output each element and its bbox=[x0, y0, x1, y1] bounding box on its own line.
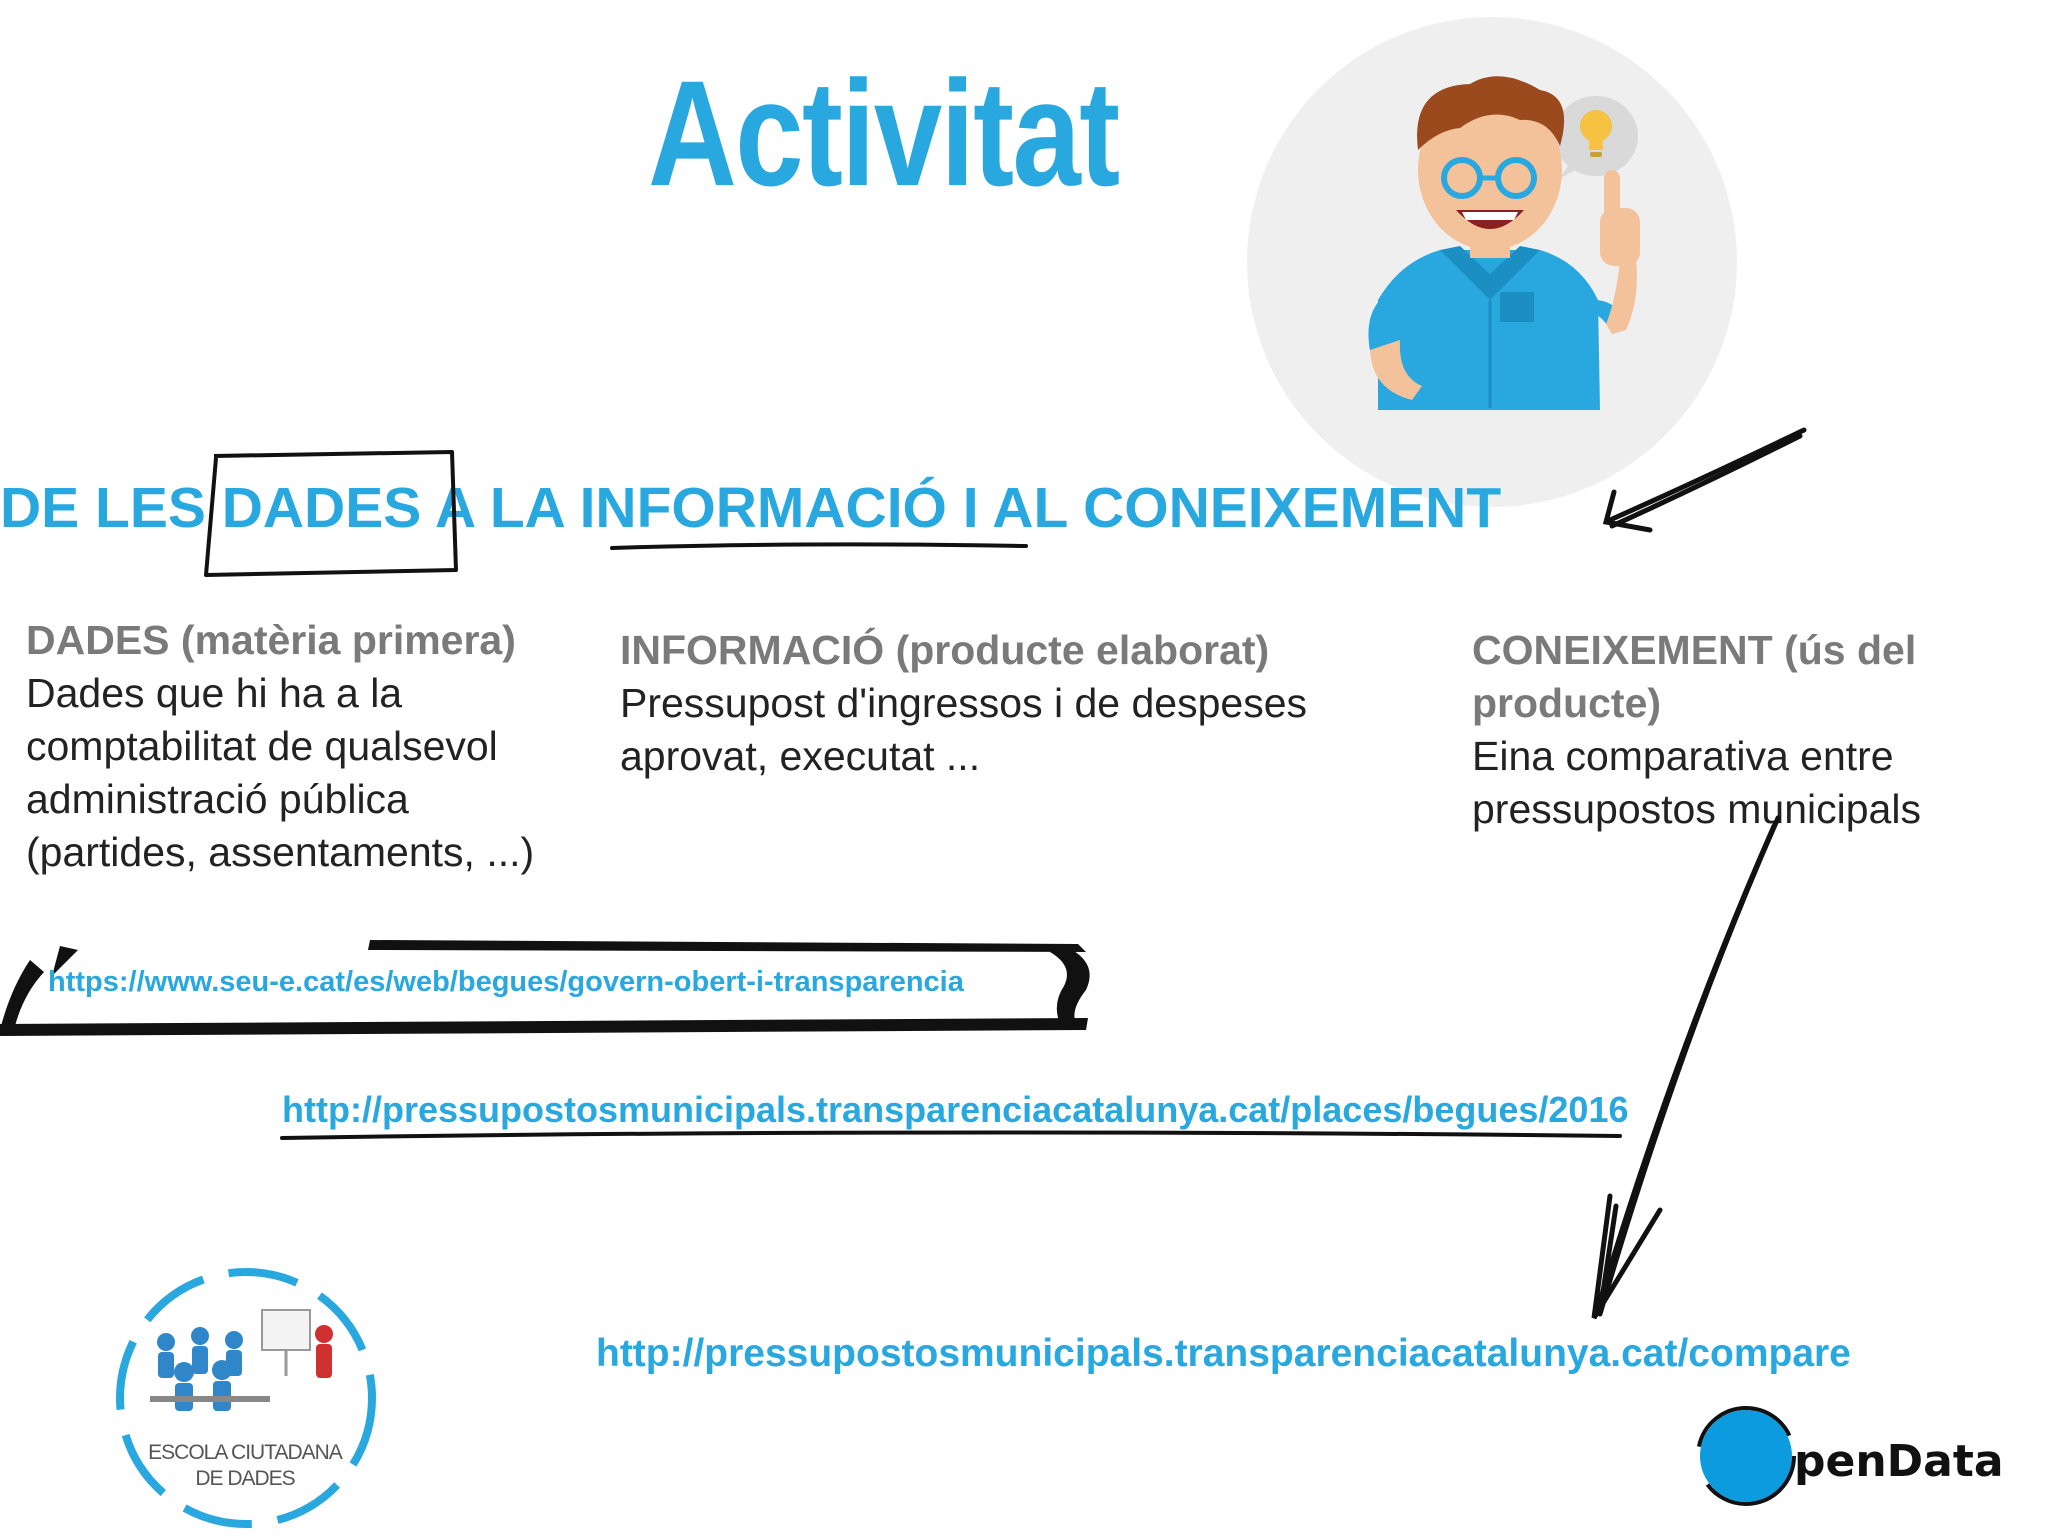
column-dades-heading: DADES (matèria primera) bbox=[26, 617, 516, 663]
column-coneixement-heading: CONEIXEMENT (ús del producte) bbox=[1472, 627, 1917, 726]
link-pressupostos-begues[interactable]: http://pressupostosmunicipals.transparenciacatalunya.cat/places/begues/2016 bbox=[282, 1089, 1629, 1130]
headline-part-informacio: INFORMACIÓ bbox=[579, 476, 947, 540]
headline-part-de-les: DE LES bbox=[0, 476, 206, 540]
link-pressupostos-compare[interactable]: http://pressupostosmunicipals.transparenciacatalunya.cat/compare bbox=[596, 1332, 1851, 1375]
column-dades-body: Dades que hi ha a la comptabilitat de qualsevol administració pública (partides, assentaments, ...) bbox=[26, 670, 535, 875]
column-informacio-heading: INFORMACIÓ (producte elaborat) bbox=[620, 627, 1270, 673]
escola-logo-text: ESCOLA CIUTADANA DE DADES bbox=[148, 1441, 342, 1490]
headline-part-a-la: A LA bbox=[434, 476, 564, 540]
opendata-logo-text: penData bbox=[1794, 1436, 2004, 1487]
headline-part-dades: DADES bbox=[221, 476, 422, 540]
column-coneixement-body: Eina comparativa entre pressupostos municipals bbox=[1472, 733, 1921, 832]
column-informacio-body: Pressupost d'ingressos i de despeses aprovat, executat ... bbox=[620, 680, 1307, 779]
link-seu-begues[interactable]: https://www.seu-e.cat/es/web/begues/govern-obert-i-transparencia bbox=[48, 966, 964, 998]
headline-part-coneixement: I AL CONEIXEMENT bbox=[962, 476, 1502, 540]
page-title: Activitat bbox=[648, 49, 1119, 217]
